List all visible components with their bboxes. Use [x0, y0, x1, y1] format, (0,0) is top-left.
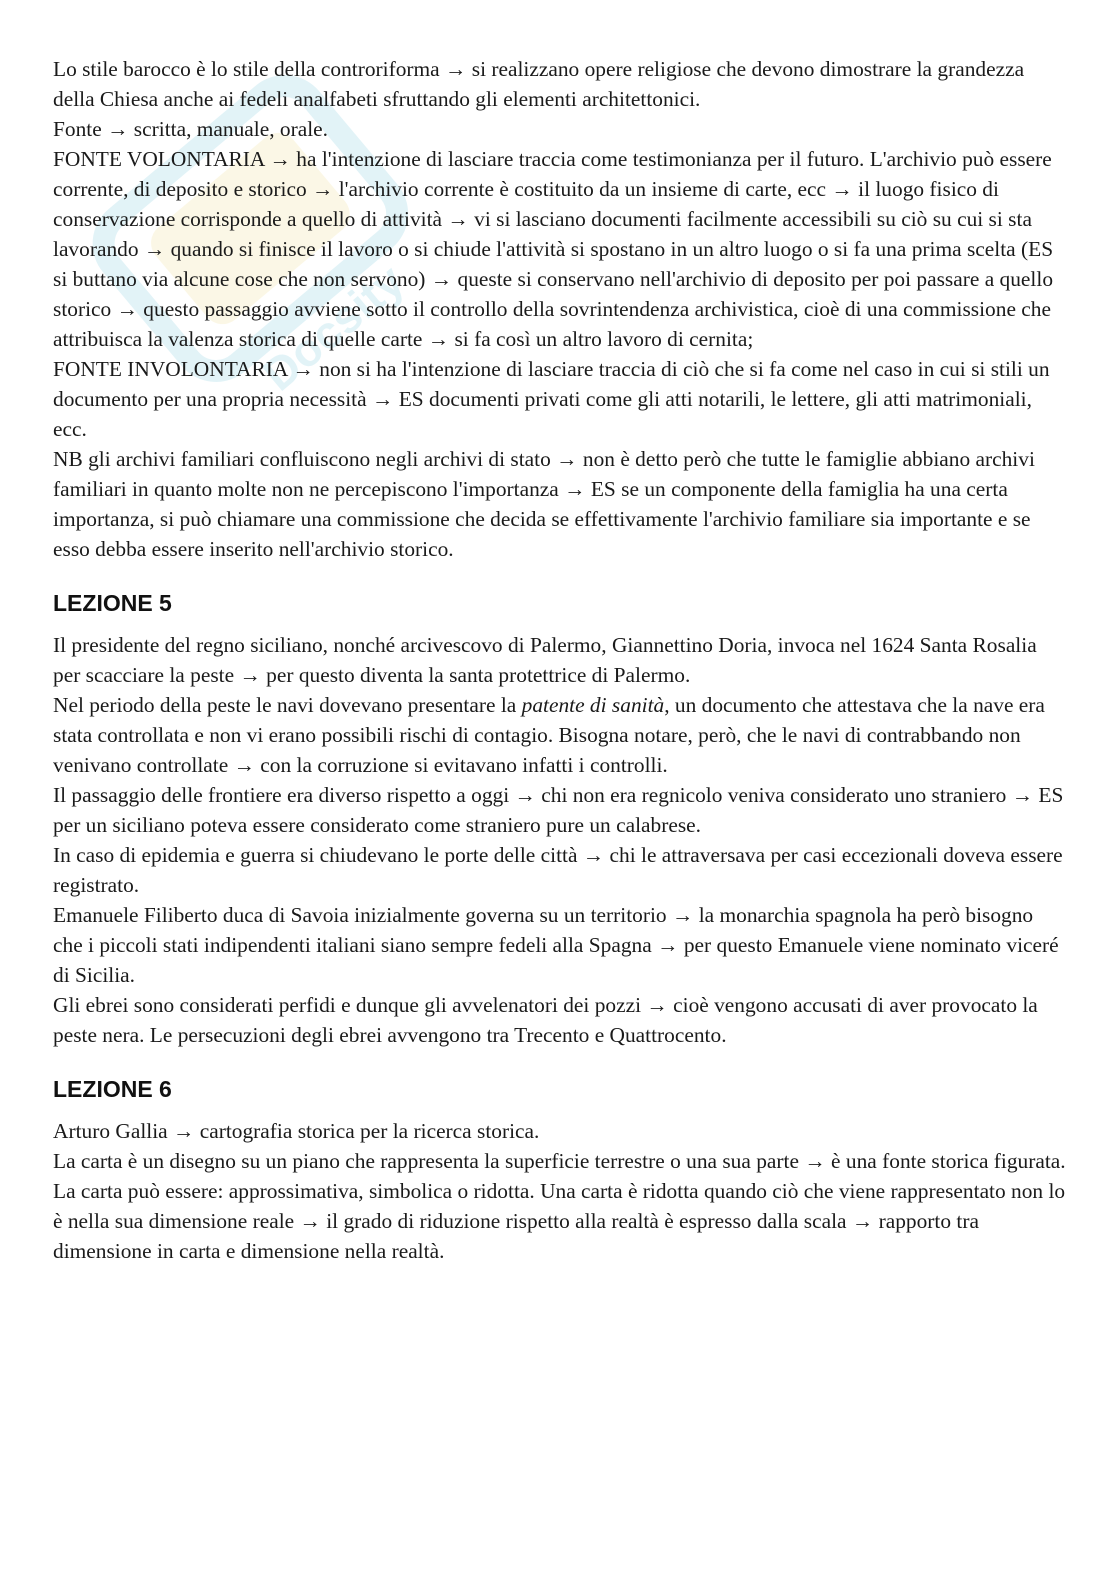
lezione5-paragraph-5: Emanuele Filiberto duca di Savoia inizialmente governa su un territorio → la monarchia spagnola ha però bisogno che i piccoli stati indipendenti italiani siano sempre fedeli alla Spagna → per questo Emanuele viene nominato viceré di Sicilia. — [53, 903, 1059, 987]
lezione5-p2-text-end: , un documento che attestava che la nave era stata controllata e non vi erano possibili rischi di contagio. Bisogna notare, però, che le navi di contrabbando non venivano controllate → con la corruzione si evitavano infatti i controlli. — [53, 693, 1045, 777]
lezione6-paragraph-1: Arturo Gallia → cartografia storica per la ricerca storica. — [53, 1119, 540, 1143]
lezione5-paragraph-2 — [53, 690, 1068, 780]
document-page — [53, 54, 1068, 1266]
section-heading-lezione-5: LEZIONE 5 — [53, 590, 172, 616]
intro-paragraph-4: FONTE INVOLONTARIA → non si ha l'intenzione di lasciare traccia di ciò che si fa come nel caso in cui si stili un documento per una propria necessità → ES documenti privati come gli atti notarili, le lettere, gli atti matrimoniali, ecc. — [53, 357, 1050, 441]
intro-paragraph-3: FONTE VOLONTARIA → ha l'intenzione di lasciare traccia come testimonianza per il futuro. L'archivio può essere corrente, di deposito e storico → l'archivio corrente è costituito da un insieme di carte, ecc → il luogo fisico di conservazione corrisponde a quello di attività → vi si lasciano documenti facilmente accessibili su ciò su cui si sta lavorando → quando si finisce il lavoro o si chiude l'attività si spostano in un altro luogo o si fa una prima scelta (ES si buttano via alcune cose che non servono) → queste si conservano nell'archivio di deposito per poi passare a quello storico → questo passaggio avviene sotto il controllo della sovrintendenza archivistica, cioè di una commissione che attribuisca la valenza storica di quelle carte → si fa così un altro lavoro di cernita; — [53, 147, 1054, 351]
lezione6-paragraph-2: La carta è un disegno su un piano che rappresenta la superficie terrestre o una sua parte → è una fonte storica figurata. La carta può essere: approssimativa, simbolica o ridotta. Una carta è ridotta quando ciò che viene rappresentato non lo è nella sua dimensione reale → il grado di riduzione rispetto alla realtà è espresso dalla scala → rapporto tra dimensione in carta e dimensione nella realtà. — [53, 1149, 1066, 1263]
lezione5-paragraph-4: In caso di epidemia e guerra si chiudevano le porte delle città → chi le attraversava per casi eccezionali doveva essere registrato. — [53, 843, 1063, 897]
patente-di-sanita-term: patente di sanità — [521, 693, 665, 717]
intro-paragraph-5: NB gli archivi familiari confluiscono negli archivi di stato → non è detto però che tutte le famiglie abbiano archivi familiari in quanto molte non ne percepiscono l'importanza → ES se un componente della famiglia ha una certa importanza, si può chiamare una commissione che decida se effettivamente l'archivio familiare sia importante e se esso debba essere inserito nell'archivio storico. — [53, 447, 1035, 561]
lezione5-p2-text-start: Nel periodo della peste le navi dovevano presentare la — [53, 693, 522, 717]
intro-paragraph-1: Lo stile barocco è lo stile della controriforma → si realizzano opere religiose che devono dimostrare la grandezza della Chiesa anche ai fedeli analfabeti sfruttando gli elementi architettonici. — [53, 57, 1025, 111]
section-heading-lezione-6: LEZIONE 6 — [53, 1076, 172, 1102]
lezione5-paragraph-3: Il passaggio delle frontiere era diverso rispetto a oggi → chi non era regnicolo veniva considerato uno straniero → ES per un siciliano poteva essere considerato come straniero pure un calabrese. — [53, 783, 1064, 837]
lezione5-paragraph-1: Il presidente del regno siciliano, nonché arcivescovo di Palermo, Giannettino Doria, invoca nel 1624 Santa Rosalia per scacciare la peste → per questo diventa la santa protettrice di Palermo. — [53, 633, 1037, 687]
watermark-text: Docsity — [252, 254, 414, 401]
intro-paragraph-2: Fonte → scritta, manuale, orale. — [53, 117, 329, 141]
lezione5-paragraph-6: Gli ebrei sono considerati perfidi e dunque gli avvelenatori dei pozzi → cioè vengono accusati di aver provocato la peste nera. Le persecuzioni degli ebrei avvengono tra Trecento e Quattrocento. — [53, 993, 1038, 1047]
